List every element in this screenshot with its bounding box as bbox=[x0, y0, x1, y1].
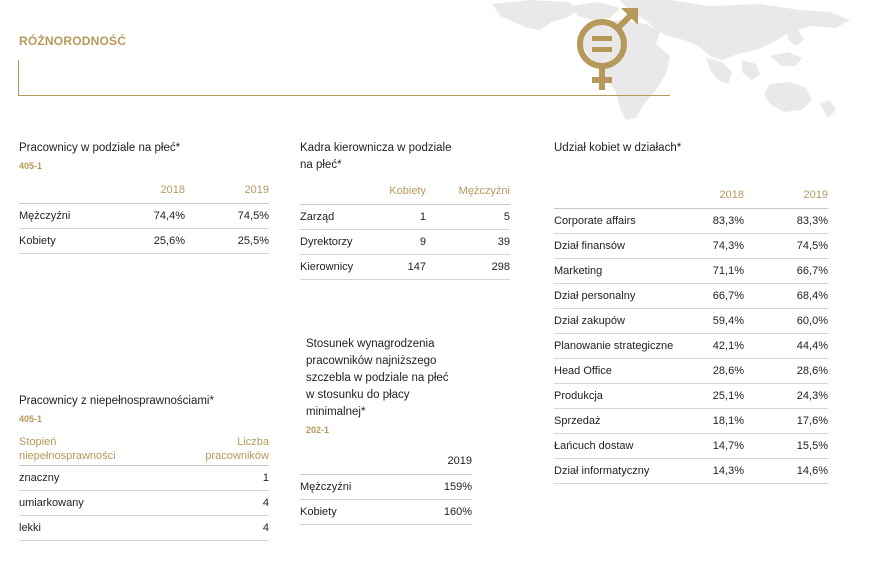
disability-section bbox=[19, 393, 269, 541]
column-header bbox=[169, 433, 269, 465]
cell-value: 44,4% bbox=[744, 333, 828, 358]
header-frame bbox=[18, 60, 670, 96]
cell-value: 9 bbox=[380, 229, 426, 254]
table-row bbox=[554, 333, 828, 358]
column-header-line: pracowników bbox=[205, 449, 269, 462]
row-label: lekki bbox=[19, 515, 169, 540]
cell-value: 68,4% bbox=[744, 283, 828, 308]
table-row bbox=[554, 408, 828, 433]
table-row bbox=[554, 358, 828, 383]
table-row bbox=[554, 208, 828, 233]
row-label: umiarkowany bbox=[19, 490, 169, 515]
cell-value: 14,7% bbox=[694, 433, 744, 458]
salary-code: 202-1 bbox=[306, 425, 330, 435]
cell-value: 39 bbox=[426, 229, 510, 254]
row-label: Produkcja bbox=[554, 383, 694, 408]
management-table bbox=[300, 179, 510, 280]
cell-value: 147 bbox=[380, 254, 426, 279]
table-row bbox=[554, 458, 828, 483]
row-label: Sprzedaż bbox=[554, 408, 694, 433]
departments-section bbox=[554, 140, 828, 484]
cell-value: 160% bbox=[410, 499, 472, 524]
column-header bbox=[554, 183, 694, 208]
column-header: 2018 bbox=[694, 183, 744, 208]
column-header: 2018 bbox=[123, 178, 185, 203]
cell-value: 74,5% bbox=[744, 233, 828, 258]
row-label: Dyrektorzy bbox=[300, 229, 380, 254]
cell-value: 1 bbox=[169, 465, 269, 490]
gender-title: Pracownicy w podziale na płeć* bbox=[19, 142, 181, 154]
cell-value: 17,6% bbox=[744, 408, 828, 433]
column-header: Kobiety bbox=[380, 179, 426, 204]
row-label: Mężczyźni bbox=[19, 203, 123, 228]
table-row bbox=[19, 465, 269, 490]
column-header bbox=[300, 449, 410, 474]
management-title-line1: Kadra kierownicza w podziale bbox=[300, 142, 452, 154]
table-row bbox=[19, 515, 269, 540]
column-header bbox=[300, 179, 380, 204]
cell-value: 83,3% bbox=[694, 208, 744, 233]
gender-code: 405-1 bbox=[19, 161, 43, 171]
cell-value: 14,6% bbox=[744, 458, 828, 483]
table-row bbox=[554, 283, 828, 308]
cell-value: 25,1% bbox=[694, 383, 744, 408]
table-row bbox=[300, 229, 510, 254]
disability-table bbox=[19, 433, 269, 541]
cell-value: 1 bbox=[380, 204, 426, 229]
page-title: RÓŻNORODNOŚĆ bbox=[19, 34, 127, 48]
row-label: Łańcuch dostaw bbox=[554, 433, 694, 458]
table-row bbox=[19, 228, 269, 253]
salary-section bbox=[300, 336, 472, 525]
table-row bbox=[19, 203, 269, 228]
salary-title-line: pracowników najniższego bbox=[306, 355, 437, 367]
salary-table bbox=[300, 449, 472, 525]
cell-value: 28,6% bbox=[694, 358, 744, 383]
cell-value: 18,1% bbox=[694, 408, 744, 433]
salary-title-line: Stosunek wynagrodzenia bbox=[306, 338, 435, 350]
table-row bbox=[300, 204, 510, 229]
row-label: Kobiety bbox=[300, 499, 410, 524]
table-row bbox=[19, 490, 269, 515]
row-label: Head Office bbox=[554, 358, 694, 383]
column-header bbox=[19, 433, 169, 465]
row-label: Dział finansów bbox=[554, 233, 694, 258]
cell-value: 15,5% bbox=[744, 433, 828, 458]
cell-value: 14,3% bbox=[694, 458, 744, 483]
table-row bbox=[554, 433, 828, 458]
cell-value: 66,7% bbox=[744, 258, 828, 283]
cell-value: 74,4% bbox=[123, 203, 185, 228]
column-header: 2019 bbox=[185, 178, 269, 203]
column-header: 2019 bbox=[410, 449, 472, 474]
cell-value: 83,3% bbox=[744, 208, 828, 233]
management-section bbox=[300, 140, 510, 280]
cell-value: 298 bbox=[426, 254, 510, 279]
cell-value: 25,6% bbox=[123, 228, 185, 253]
cell-value: 66,7% bbox=[694, 283, 744, 308]
column-header-line: Stopień bbox=[19, 435, 57, 448]
cell-value: 28,6% bbox=[744, 358, 828, 383]
table-row bbox=[300, 499, 472, 524]
cell-value: 71,1% bbox=[694, 258, 744, 283]
row-label: Planowanie strategiczne bbox=[554, 333, 694, 358]
row-label: Dział personalny bbox=[554, 283, 694, 308]
row-label: Zarząd bbox=[300, 204, 380, 229]
table-row bbox=[554, 233, 828, 258]
cell-value: 60,0% bbox=[744, 308, 828, 333]
row-label: Dział informatyczny bbox=[554, 458, 694, 483]
row-label: Kierownicy bbox=[300, 254, 380, 279]
row-label: Marketing bbox=[554, 258, 694, 283]
table-row bbox=[554, 308, 828, 333]
cell-value: 59,4% bbox=[694, 308, 744, 333]
cell-value: 5 bbox=[426, 204, 510, 229]
column-header: Mężczyźni bbox=[426, 179, 510, 204]
cell-value: 74,5% bbox=[185, 203, 269, 228]
row-label: Corporate affairs bbox=[554, 208, 694, 233]
table-row bbox=[300, 254, 510, 279]
departments-table bbox=[554, 183, 828, 484]
disability-code: 405-1 bbox=[19, 414, 43, 424]
cell-value: 159% bbox=[410, 474, 472, 499]
table-row bbox=[554, 383, 828, 408]
row-label: Dział zakupów bbox=[554, 308, 694, 333]
gender-section bbox=[19, 140, 269, 254]
salary-title-line: szczebla w podziale na płeć bbox=[306, 372, 449, 384]
cell-value: 4 bbox=[169, 490, 269, 515]
cell-value: 25,5% bbox=[185, 228, 269, 253]
column-header-line: niepełnosprawności bbox=[19, 449, 116, 462]
management-title-line2: na płeć* bbox=[300, 159, 342, 171]
cell-value: 42,1% bbox=[694, 333, 744, 358]
disability-title: Pracownicy z niepełnosprawnościami* bbox=[19, 395, 214, 407]
column-header-line: Liczba bbox=[237, 435, 269, 448]
column-header bbox=[19, 178, 123, 203]
salary-title-line: w stosunku do płacy minimalnej* bbox=[306, 389, 410, 418]
departments-title: Udział kobiet w działach* bbox=[554, 142, 682, 154]
cell-value: 24,3% bbox=[744, 383, 828, 408]
table-row bbox=[300, 474, 472, 499]
row-label: Mężczyźni bbox=[300, 474, 410, 499]
table-row bbox=[554, 258, 828, 283]
cell-value: 4 bbox=[169, 515, 269, 540]
row-label: Kobiety bbox=[19, 228, 123, 253]
cell-value: 74,3% bbox=[694, 233, 744, 258]
row-label: znaczny bbox=[19, 465, 169, 490]
gender-table bbox=[19, 178, 269, 254]
column-header: 2019 bbox=[744, 183, 828, 208]
